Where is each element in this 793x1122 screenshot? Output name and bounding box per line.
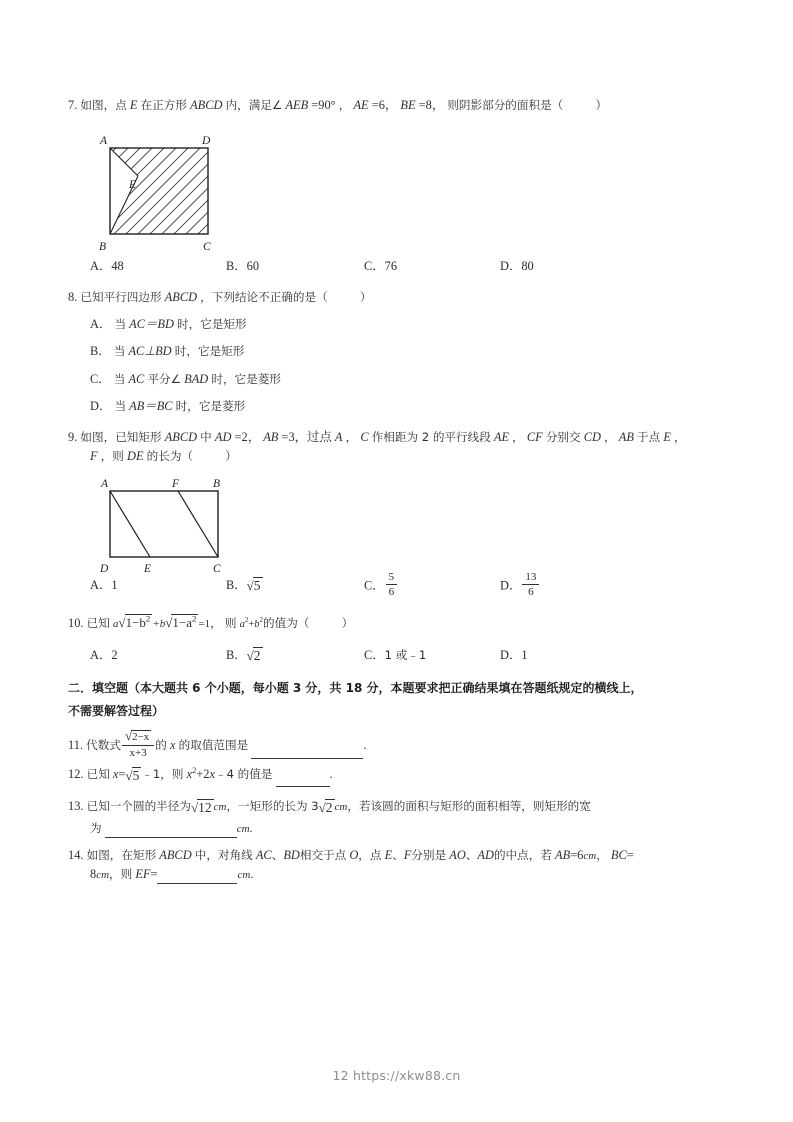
question-13-line2-unit: cm <box>236 822 250 835</box>
question-14-var-ef: EF <box>135 867 151 882</box>
question-8 <box>68 288 728 307</box>
question-14-dun-3: 、 <box>465 847 478 862</box>
question-10-tail: 的值为（ <box>263 615 310 630</box>
question-7-label-a: A <box>100 135 108 147</box>
question-13-radicand-2: 2 <box>325 799 333 815</box>
question-7-var-be: BE <box>400 98 416 112</box>
question-9-option-b-radicand: 5 <box>253 577 261 593</box>
question-9-line1-mid2: 作相距为 2 的平行线段 <box>371 430 491 445</box>
question-14-line1-mid2: 相交于点 <box>299 847 347 862</box>
question-10-option-b-label: B． <box>226 647 247 662</box>
question-8-option-c[interactable] <box>68 370 728 389</box>
question-11-denominator: x+3 <box>129 746 147 759</box>
question-13 <box>68 797 728 837</box>
question-9-var-ae: AE <box>493 430 510 445</box>
question-9-var-a: A <box>334 430 343 445</box>
question-10-option-d-value: 1 <box>521 647 528 662</box>
question-10-radicand-2-exponent: 2 <box>192 613 197 624</box>
question-9-rectangle-abcd <box>110 491 218 557</box>
question-13-line1-tail: ，若该圆的面积与矩形的面积相等，则矩形的宽 <box>347 799 591 814</box>
question-7-option-b-value: 60 <box>246 259 260 273</box>
question-8-option-b-label: B． <box>90 344 111 359</box>
question-12-expr-x: x <box>186 767 193 782</box>
question-9-ad-value: =2， <box>234 430 261 445</box>
question-9-option-c-label: C． <box>364 577 385 592</box>
question-14-dun-1: 、 <box>271 847 284 862</box>
page-content <box>68 96 728 884</box>
question-12-after-radical: ﹣1，则 <box>141 767 184 782</box>
question-12 <box>68 765 728 791</box>
question-9-comma-3: ， <box>604 430 616 445</box>
question-10-target-a: a <box>239 618 245 630</box>
question-14-var-e: E <box>384 847 393 862</box>
question-14-line1-comma: ， <box>596 847 608 862</box>
question-13-line2-lead: 为 <box>90 820 102 835</box>
question-8-option-b-expr: AC⊥BD <box>128 344 172 359</box>
question-14-dun-2: 、 <box>392 847 404 862</box>
question-10-option-d[interactable] <box>500 645 528 663</box>
question-9-var-e: E <box>663 430 671 445</box>
question-9-option-c-denominator: 6 <box>388 585 395 598</box>
question-7-label-b: B <box>99 241 107 253</box>
question-10-option-c[interactable] <box>364 645 426 663</box>
question-9-option-d-label: D． <box>500 577 522 592</box>
question-7-number: 7. <box>68 98 78 112</box>
question-14-line1-mid1: 中，对角线 <box>194 847 253 862</box>
question-8-stem-tail: ，下列结论不正确的是（ <box>200 290 328 304</box>
question-10-option-c-label: C． <box>364 647 385 662</box>
page-footer-text: 12 https://xkw88.cn <box>332 1068 461 1083</box>
question-14-var-o: O <box>349 847 359 862</box>
question-14-bc-value: 8 <box>90 867 97 882</box>
question-8-option-a-pre: 当 <box>114 317 127 332</box>
question-10-radicand-1-exponent: 2 <box>145 613 151 624</box>
question-14-line1-mid5: 的中点，若 <box>493 847 552 862</box>
question-9-var-de: DE <box>127 449 144 464</box>
question-10-options <box>68 645 728 667</box>
question-7-option-d-label: D． <box>500 259 522 273</box>
question-13-radicand-1: 12 <box>198 799 212 815</box>
question-11-numerator-radicand: 2−x <box>132 731 150 744</box>
question-11-numerator: √2−x <box>122 729 154 746</box>
question-11-mid: 的 <box>155 738 167 753</box>
question-14-line1-equals: = <box>626 847 634 862</box>
question-10-close: ） <box>341 615 354 630</box>
question-12-equals: = <box>118 767 126 782</box>
question-9-line1-mid3: 分别交 <box>545 430 581 445</box>
question-12-expr-exponent: 2 <box>192 765 197 776</box>
question-8-option-d-post: 时，它是菱形 <box>175 398 246 413</box>
question-10-option-b-radical: √2 <box>246 647 261 663</box>
question-9-var-cf: CF <box>526 430 543 445</box>
question-7-comma-1: ， <box>338 98 351 112</box>
question-12-expr-mid: +2 <box>196 767 210 782</box>
question-11-answer-blank[interactable] <box>251 746 363 759</box>
question-8-stem-close: ） <box>359 290 372 304</box>
question-9-label-c: C <box>213 562 221 575</box>
question-11-tail: 的取值范围是 <box>178 738 249 753</box>
question-8-option-c-pre: 当 <box>113 371 126 386</box>
question-8-option-c-label: C． <box>90 371 111 386</box>
question-9-option-b[interactable] <box>226 575 263 594</box>
question-11-number: 11. <box>68 738 84 753</box>
question-10-coef-a: a <box>112 617 119 630</box>
question-7-hatching <box>88 126 258 256</box>
question-8-option-a[interactable] <box>68 315 728 334</box>
question-14-unit-1: cm <box>583 849 597 862</box>
question-10-number: 10. <box>68 615 84 630</box>
question-9-line2-close: ） <box>225 449 237 464</box>
question-7-option-d-value: 80 <box>521 259 534 273</box>
question-10-comma: ， <box>210 615 222 630</box>
question-9-label-a: A <box>101 477 109 490</box>
question-12-period: . <box>329 767 333 782</box>
question-10-radicand-1: 1−b <box>125 614 146 630</box>
question-12-expr-tail: ﹣4 的值是 <box>215 767 273 782</box>
question-7-option-a[interactable] <box>90 256 124 274</box>
question-14-line1-mid4: 分别是 <box>411 847 447 862</box>
question-9-option-a[interactable] <box>90 575 118 593</box>
question-10-plus-b: +b <box>152 617 166 630</box>
question-9-option-d-denominator: 6 <box>528 585 534 598</box>
question-8-option-d-expr: AB＝BC <box>129 398 173 413</box>
question-7-label-d: D <box>202 135 211 147</box>
question-7-options <box>68 256 728 278</box>
question-9-line1-lead: 如图，已知矩形 <box>80 430 162 445</box>
question-9-segment-fc <box>178 491 218 557</box>
question-13-unit-1: cm <box>213 801 227 814</box>
question-10-option-b[interactable] <box>226 645 263 664</box>
section-2-heading <box>68 677 728 724</box>
question-10-option-c-value: 1 或﹣1 <box>384 647 427 662</box>
question-12-lead: 已知 <box>86 767 110 782</box>
question-7-ae-value: =6， <box>371 98 398 112</box>
question-8-option-b-pre: 当 <box>113 344 126 359</box>
question-14-unit-3: cm <box>237 869 251 882</box>
question-8-var-abcd: ABCD <box>164 290 198 304</box>
question-9-option-c[interactable] <box>364 571 398 599</box>
question-7-label-e: E <box>129 179 137 191</box>
question-7-stem-mid2: 内，满足∠ <box>225 98 283 112</box>
question-13-radical-1: √12 <box>190 799 212 815</box>
question-7-figure <box>68 122 728 254</box>
question-14-ab-value: =6 <box>570 847 584 862</box>
question-14-var-bd: BD <box>283 847 300 862</box>
question-10-target-plus: + <box>248 618 255 630</box>
question-8-number: 8. <box>68 290 78 304</box>
question-14-var-abcd: ABCD <box>159 847 192 862</box>
question-7-option-b-label: B． <box>226 259 247 273</box>
question-14-unit-2: cm <box>96 869 110 882</box>
question-10-target-b-exponent: 2 <box>259 615 264 624</box>
question-14-line2-mid: ，则 <box>109 867 133 882</box>
section-2-heading-line1: 二．填空题（本大题共 6 个小题，每小题 3 分，共 18 分，本题要求把正确结果填在答题纸规定的横线上， <box>68 680 643 695</box>
question-8-option-a-post: 时，它是矩形 <box>177 317 247 332</box>
question-7-label-c: C <box>203 241 211 253</box>
question-9-option-b-radical: √5 <box>246 577 261 593</box>
question-7-stem-mid1: 在正方形 <box>140 98 187 112</box>
question-10-option-a-value: 2 <box>111 647 118 662</box>
question-12-var-x: x <box>112 767 119 782</box>
question-12-answer-blank[interactable] <box>276 774 330 787</box>
question-9-line1-mid1: 中 <box>200 430 212 445</box>
question-8-stem-lead: 已知平行四边形 <box>80 290 162 304</box>
question-7-stem-tail: 则阴影部分的面积是（ <box>447 98 564 112</box>
question-9-var-abcd: ABCD <box>164 430 198 445</box>
question-9-line2-tail: 的长为（ <box>146 449 194 464</box>
question-14-period: . <box>250 867 254 882</box>
question-7-var-e: E <box>129 98 138 112</box>
question-10-target-a-exponent: 2 <box>244 615 249 624</box>
question-14-var-ao: AO <box>449 847 466 862</box>
question-8-option-c-expr2: BAD <box>184 371 209 386</box>
question-10-option-d-label: D． <box>500 647 522 662</box>
question-7 <box>68 96 728 122</box>
question-11-period: . <box>363 738 367 753</box>
question-11 <box>68 729 728 759</box>
question-9-comma-2: ， <box>512 430 524 445</box>
question-14-line1-lead: 如图，在矩形 <box>86 847 157 862</box>
question-10-option-a[interactable] <box>90 645 118 663</box>
question-10-then: 则 <box>224 615 237 630</box>
question-9-var-c: C <box>360 430 369 445</box>
question-7-var-abcd: ABCD <box>190 98 223 112</box>
question-7-option-c-label: C． <box>364 259 385 273</box>
question-9-option-b-label: B． <box>226 577 247 592</box>
question-8-option-b-post: 时，它是矩形 <box>174 344 245 359</box>
question-9-option-d-numerator: 13 <box>522 571 539 585</box>
question-13-line1-mid: ，一矩形的长为 3 <box>226 799 319 814</box>
question-10-radicand-2: 1−a <box>172 614 193 630</box>
question-7-stem-close: ） <box>595 98 608 112</box>
question-10-option-a-label: A． <box>90 647 112 662</box>
question-9-option-a-value: 1 <box>111 577 118 592</box>
question-8-option-d[interactable] <box>68 397 728 416</box>
question-12-radicand: 5 <box>132 767 140 783</box>
question-7-var-aeb: AEB <box>285 98 309 112</box>
question-7-option-c-value: 76 <box>384 259 398 273</box>
question-13-answer-blank[interactable] <box>105 825 237 838</box>
question-10-equation-rhs: =1 <box>198 617 211 630</box>
question-8-option-d-label: D． <box>90 398 112 413</box>
question-7-var-ae: AE <box>353 98 369 112</box>
question-11-lead: 代数式 <box>86 738 121 753</box>
question-7-stem-lead: 如图，点 <box>80 98 127 112</box>
question-9-var-ab2: AB <box>618 430 634 445</box>
question-9-var-ab: AB <box>263 430 279 445</box>
question-9-option-d-fraction <box>522 571 539 599</box>
question-8-option-c-post: 时，它是菱形 <box>211 371 281 386</box>
question-13-line1-lead: 已知一个圆的半径为 <box>86 799 191 814</box>
question-9-line1-mid4: 于点 <box>637 430 661 445</box>
question-14-line2-equals: = <box>150 867 158 882</box>
question-13-unit-2: cm <box>334 801 348 814</box>
question-14-number: 14. <box>68 847 84 862</box>
question-9-var-f: F <box>90 449 98 464</box>
question-9-line2-mid: ，则 <box>100 449 124 464</box>
question-14-var-ac: AC <box>255 847 272 862</box>
question-10-target-b: b <box>254 618 260 630</box>
question-9-label-f: F <box>172 477 180 490</box>
question-8-option-a-expr: AC＝BD <box>129 317 174 332</box>
question-9-figure <box>68 467 728 575</box>
question-7-be-value: =8， <box>418 98 445 112</box>
question-8-option-c-mid: 平分∠ <box>147 371 182 386</box>
question-9-var-ad: AD <box>214 430 232 445</box>
question-9-ab-value: =3，过点 <box>281 430 332 445</box>
question-14-var-bc: BC <box>610 847 627 862</box>
question-14-line1-mid3: ，点 <box>358 847 382 862</box>
question-9-label-b: B <box>213 477 221 490</box>
question-11-fraction <box>122 729 154 759</box>
question-7-option-a-value: 48 <box>111 259 124 273</box>
question-7-angle-value: =90° <box>311 98 336 112</box>
question-8-option-b[interactable] <box>68 342 728 361</box>
question-9-comma-1: ， <box>345 430 358 445</box>
section-2-heading-line2: 不需要解答过程） <box>68 703 165 718</box>
question-10-option-b-radicand: 2 <box>253 647 261 663</box>
question-10-stem-lead: 已知 <box>86 615 110 630</box>
question-14-answer-blank[interactable] <box>157 871 237 884</box>
question-12-number: 12. <box>68 767 84 782</box>
question-14-var-ad: AD <box>477 847 494 862</box>
question-9-var-cd: CD <box>583 430 601 445</box>
question-11-var-x: x <box>170 738 176 753</box>
question-8-option-c-expr: AC <box>128 371 145 386</box>
question-13-number: 13. <box>68 799 84 814</box>
question-12-expr-x2: x <box>209 767 215 782</box>
question-9-number: 9. <box>68 430 78 445</box>
question-9-options <box>68 571 728 605</box>
question-9-option-d[interactable] <box>500 571 540 599</box>
question-9-option-c-fraction <box>386 571 398 599</box>
page-footer <box>0 1068 793 1083</box>
question-9-line1-end: ， <box>674 430 686 445</box>
question-14 <box>68 846 728 884</box>
question-9-option-a-label: A． <box>90 577 112 592</box>
question-8-option-a-label: A． <box>90 317 112 332</box>
question-10 <box>68 613 728 639</box>
question-9 <box>68 428 728 466</box>
question-9-option-c-numerator: 5 <box>386 571 398 585</box>
question-14-var-ab: AB <box>555 847 571 862</box>
question-8-option-d-pre: 当 <box>114 398 127 413</box>
question-14-var-f: F <box>403 847 412 862</box>
question-10-radical-2: $√1-a^2$ <box>165 613 197 630</box>
question-7-option-a-label: A． <box>90 259 112 273</box>
question-7-option-c[interactable] <box>364 256 397 274</box>
question-10-radical-1: $√1-b^2$ <box>118 613 151 630</box>
question-7-option-d[interactable] <box>500 256 534 274</box>
question-9-segment-ae <box>110 491 150 557</box>
question-9-label-e: E <box>144 562 152 575</box>
question-13-radical-2: √2 <box>318 799 333 815</box>
question-12-radical: √5 <box>125 767 140 783</box>
question-13-period: . <box>249 820 253 835</box>
question-7-option-b[interactable] <box>226 256 259 274</box>
question-9-label-d: D <box>100 562 109 575</box>
